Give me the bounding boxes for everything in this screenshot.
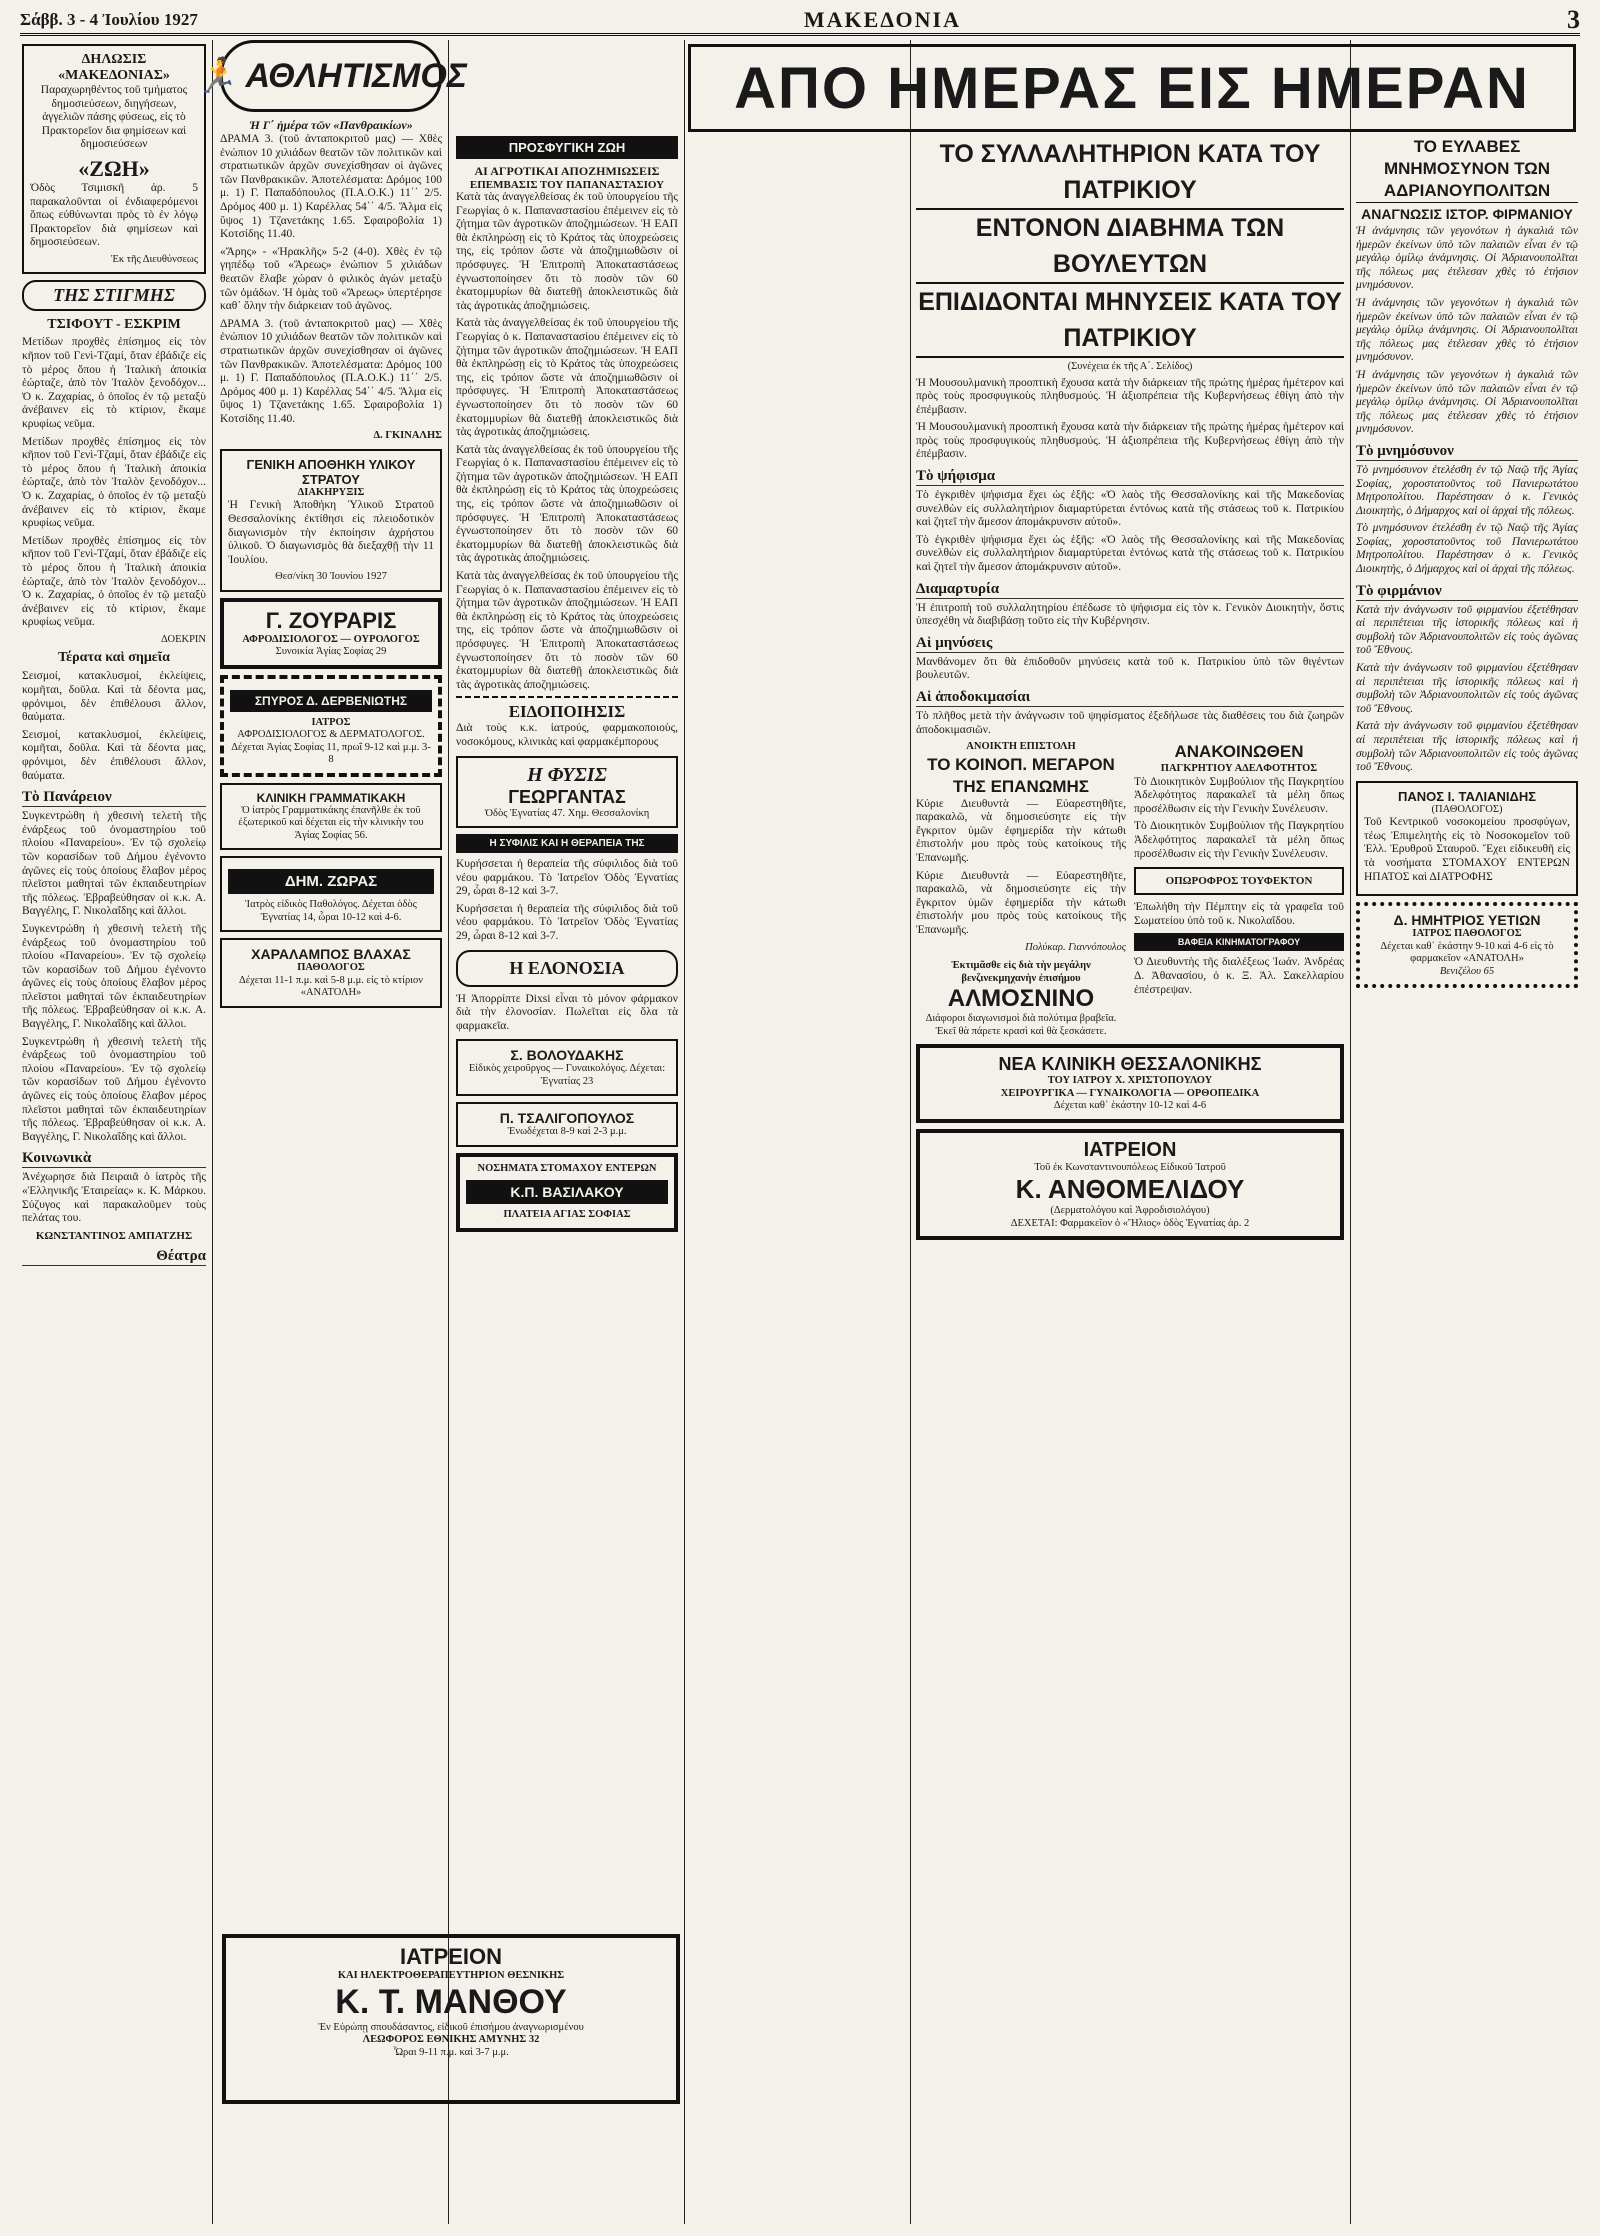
stigmis-text: Μετίδων προχθὲς ἐπίσημος εἰς τὸν κῆπον τοῦ Γενὶ-Τζαμί, ὅταν ἐβάδιζε εἰς τὸ μέρος ὅπου ἡ Ἰταλικὴ ἀποικία ἑώρταζε, ἀπὸ τὸν Ἰταλὸν ξενοδόχον... Ὁ κ. Ζαχαρίας, ὁ ὁποῖος ἐν τῷ μεταξὺ ἀνέβαινεν εἰς τὸ κτίριον, ἔκαμε κρυφίως νεῦμα.	[22, 336, 206, 430]
stigmis-text-cont: Μετίδων προχθὲς ἐπίσημος εἰς τὸν κῆπον τοῦ Γενὶ-Τζαμί, ὅταν ἐβάδιζε εἰς τὸ μέρος ὅπου ἡ Ἰταλικὴ ἀποικία ἑώρταζε, ἀπὸ τὸν Ἰταλὸν ξενοδόχον... Ὁ κ. Ζαχαρίας, ὁ ὁποῖος ἐν τῷ μεταξὺ ἀνέβαινεν εἰς τὸ κτίριον, ἔκαμε κρυφίως νεῦμα.	[22, 534, 206, 629]
runner-icon: 🏃	[195, 57, 238, 95]
divider	[456, 696, 678, 698]
headline-3: ΕΠΙΔΙΔΟΝΤΑΙ ΜΗΝΥΣΕΙΣ ΚΑΤΑ ΤΟΥ ΠΑΤΡΙΚΙΟΥ	[916, 284, 1344, 358]
column-3	[456, 40, 678, 2224]
mnimosyno-text-3c: Κατὰ τὴν ἀνάγνωσιν τοῦ φιρμανίου ἐξετέθησαν αἱ περιπέτειαι τῆς ἱστορικῆς πόλεως καὶ ἡ συμβολὴ τῶν Ἀδριανουπολιτῶν εἰς τοὺς ἀγῶνας τοῦ Ἔθνους.	[1356, 720, 1578, 774]
prosfygiki-sub-2: ΕΠΕΜΒΑΣΙΣ ΤΟΥ ΠΑΠΑΝΑΣΤΑΣΙΟΥ	[469, 179, 665, 191]
article-text-3: Ἡ ἐπιτροπὴ τοῦ συλλαλητηρίου ἐπέδωσε τὸ ψήφισμα εἰς τὸν κ. Γενικὸν Διοικητὴν, ὅστις ὑπεσχέθη νὰ διαβιβάσῃ τοῦτο εἰς τὴν Κυβέρνησιν.	[916, 601, 1344, 628]
ad-nea-kliniki-sub: ΤΟΥ ΙΑΤΡΟΥ Χ. ΧΡΙΣΤΟΠΟΥΛΟΥ	[1047, 1075, 1213, 1087]
athletics-text-more: ΔΡΑΜΑ 3. (τοῦ ἀνταποκριτοῦ μας) — Χθὲς ἐνώπιον 10 χιλιάδων θεατῶν τῶν πολιτικῶν καὶ στρατιωτικῶν ἀρχῶν συνεχίσθησαν οἱ ἀγῶνες τῶν Πανθρακικῶν. Ἀποτελέσματα: Δρόμος 100 μ. 1) Γ. Παπαδόπουλος (Π.Α.Ο.Κ.) 11΄΄ 2/5. Δρόμος 400 μ. 1) Καρέλλας 54΄΄ 4/5. Ἅλμα εἰς ὕψος 1) Τζανετάκης 1.65. Σφαιροβολία 1) Κοτσίδης 11.40.	[220, 317, 442, 425]
prosfygiki-sub: ΑΙ ΑΓΡΟΤΙΚΑΙ ΑΠΟΖΗΜΙΩΣΕΙΣ	[474, 164, 660, 178]
continuation-note: (Συνέχεια ἐκ τῆς Α΄. Σελίδος)	[1067, 361, 1193, 372]
ad-tsaligopoulos-text: Ἐνωδέχεται 8-9 καὶ 2-3 μ.μ.	[507, 1126, 627, 1138]
ad-manthou-hours: Ὧραι 9-11 π.μ. καὶ 3-7 μ.μ.	[393, 2046, 509, 2058]
stigmis-text-more: Μετίδων προχθὲς ἐπίσημος εἰς τὸν κῆπον τοῦ Γενὶ-Τζαμί, ὅταν ἐβάδιζε εἰς τὸ μέρος ὅπου ἡ Ἰταλικὴ ἀποικία ἑώρταζε, ἀπὸ τὸν Ἰταλὸν ξενοδόχον... Ὁ κ. Ζαχαρίας, ὁ ὁποῖος ἐν τῷ μεταξὺ ἀνέβαινεν εἰς τὸ κτίριον, ἔκαμε κρυφίως νεῦμα.	[22, 435, 206, 530]
ad-fysis	[456, 756, 678, 829]
ad-military-sub: ΔΙΑΚΗΡΥΞΙΣ	[297, 486, 365, 498]
ad-yetion	[1356, 902, 1578, 988]
ad-manthou-text: Ἐν Εὐρώπῃ σπουδάσαντος, εἰδικοῦ ἐπισήμου ἀναγνωρισμένου	[318, 2021, 584, 2033]
koinop-text: Κύριε Διευθυντὰ — Εὐαρεστηθῆτε, παρακαλῶ, νὰ δημοσιεύσητε εἰς τὴν ἔγκριτον ὑμῶν ἐφημερίδα τὴν κάτωθι ἐπιστολήν μου πρὸς τοὺς κατοίκους τῆς Ἐπανωμῆς.	[916, 797, 1126, 865]
prosfygiki-text: Κατὰ τὰς ἀναγγελθείσας ἐκ τοῦ ὑπουργείου τῆς Γεωργίας ὁ κ. Παπαναστασίου ἐπέμεινεν εἰς τὸ ζήτημα τῶν ἀγροτικῶν ἀποζημιώσεων. Ἡ ΕΑΠ θὰ ἐκπληρώσῃ εἰς τὸ Κράτος τὰς ὑποχρεώσεις της, εἰς τρόπον ὥστε νὰ ἀποζημιωθῶσιν οἱ πρόσφυγες. Ἡ Ἐπιτροπὴ Ἀποκαταστάσεως ἐγνωστοποίησεν ὅτι τὸ ποσὸν τῶν 60 ἑκατομμυρίων θὰ διατεθῇ ἀποκλειστικῶς διὰ τὰς ἀγροτικὰς ἀποζημιώσεις.	[456, 191, 678, 312]
mnimosyno-sub: ΑΝΑΓΝΩΣΙΣ ΙΣΤΟΡ. ΦΙΡΜΑΝΙΟΥ	[1361, 206, 1573, 222]
lower-left	[916, 741, 1126, 1038]
ad-zouraris-address: Συνοικία Ἁγίας Σοφίας 29	[275, 646, 387, 658]
mnimosyno-sec-title: Τὸ μνημόσυνον	[1356, 443, 1578, 461]
ad-voloudakis-text: Εἰδικὸς χειροῦργος — Γυναικολόγος. Δέχεται: Ἐγνατίας 23	[468, 1063, 666, 1087]
ad-military-title: ΓΕΝΙΚΗ ΑΠΟΘΗΚΗ ΥΛΙΚΟΥ ΣΤΡΑΤΟΥ	[246, 456, 416, 487]
opiso-box	[1134, 867, 1344, 895]
ad-anthomelidou-text: (Δερματολόγου καὶ Ἀφροδισιολόγου)	[1050, 1205, 1210, 1217]
lower-split	[916, 741, 1344, 1038]
ad-vlachas-title: ΧΑΡΑΛΑΜΠΟΣ ΒΛΑΧΑΣ	[251, 946, 411, 963]
ad-dervenis-sub: ΙΑΤΡΟΣ	[311, 716, 351, 728]
psifisma-title: Τὸ ψήφισμα	[916, 468, 1344, 486]
panaireion-text-more: Συγκεντρώθη ἡ χθεσινὴ τελετὴ τῆς ἐνάρξεως τοῦ ὀνομαστηρίου τοῦ πλοίου «Παναρείου». Ἐν τῷ σχολείῳ τῶν κορασίδων τοῦ Δήμου ἐγένοντο ἀγῶνες εἰς τοὺς ὁποίους ἔλαβον μέρος πλεῖστοι μαθηταὶ τῶν ἐκπαιδευτηρίων τῆς πόλεως. Ἐβραβεύθησαν οἱ κ.κ. Α. Βαγγέλης, Γ. Νικολαΐδης καὶ ἄλλοι.	[22, 922, 206, 1031]
athletics-header	[195, 40, 467, 112]
ad-anthomelidou-name: Κ. ΑΝΘΟΜΕΛΙΔΟΥ	[1015, 1174, 1245, 1205]
stigmis-header	[22, 280, 206, 311]
ad-vlachas-text: Δέχεται 11-1 π.μ. καὶ 5-8 μ.μ. εἰς τὸ κτίριον «ΑΝΑΤΟΛΗ»	[238, 974, 424, 999]
ad-dervenis-text: ΑΦΡΟΔΙΣΙΟΛΟΓΟΣ & ΔΕΡΜΑΤΟΛΟΓΟΣ. Δέχεται Ἁγίας Σοφίας 11, πρωΐ 9-12 καὶ μ.μ. 3-8	[231, 729, 431, 766]
ad-military	[220, 449, 442, 592]
ad-military-text: Ἡ Γενικὴ Ἀποθήκη Ὑλικοῦ Στρατοῦ Θεσσαλονίκης ἐκτίθησι εἰς πλειοδοτικὸν διαγωνισμὸν τὴν ἐκποίησιν ἀχρήστου ὑλικοῦ. Ὁ διαγωνισμὸς θὰ διεξαχθῇ τὴν 11 Ἰουλίου.	[228, 499, 434, 566]
theatra-title: Θέατρα	[22, 1248, 206, 1266]
article-text-2b: Τὸ ἐγκριθὲν ψήφισμα ἔχει ὡς ἑξῆς: «Ὁ λαὸς τῆς Θεσσαλονίκης καὶ τῆς Μακεδονίας συνελθὼν εἰς συλλαλητήριον διαμαρτύρεται ἐντόνως κατὰ τῆς στάσεως τοῦ κ. Πατρικίου καὶ ζητεῖ τὴν ἄμεσον ἀπομάκρυνσιν αὐτοῦ».	[916, 533, 1344, 574]
prosfygiki-text-cont: Κατὰ τὰς ἀναγγελθείσας ἐκ τοῦ ὑπουργείου τῆς Γεωργίας ὁ κ. Παπαναστασίου ἐπέμεινεν εἰς τὸ ζήτημα τῶν ἀγροτικῶν ἀποζημιώσεων. Ἡ ΕΑΠ θὰ ἐκπληρώσῃ εἰς τὸ Κράτος τὰς ὑποχρεώσεις της, εἰς τρόπον ὥστε νὰ ἀποζημιωθῶσιν οἱ πρόσφυγες. Ἡ Ἐπιτροπὴ Ἀποκαταστάσεως ἐγνωστοποίησεν ὅτι τὸ ποσὸν τῶν 60 ἑκατομμυρίων θὰ διατεθῇ ἀποκλειστικῶς διὰ τὰς ἀγροτικὰς ἀποζημιώσεις.	[456, 443, 678, 565]
banner-title: ΑΠΟ ΗΜΕΡΑΣ ΕΙΣ ΗΜΕΡΑΝ	[734, 55, 1530, 121]
ad-talianidis-text: Τοῦ Κεντρικοῦ νοσοκομείου προσφύγων, τέως Ἐπιμελητὴς εἰς τὸ Νοσοκομεῖον τοῦ Ἐλλ. Ἐρυθροῦ Σταυροῦ. Ἔχει εἰδικευθῆ εἰς τὰ νοσήματα ΣΤΟΜΑΧΟΥ ΕΝΤΕΡΩΝ ΗΠΑΤΟΣ καὶ ΔΙΑΤΡΟΦΗΣ	[1364, 816, 1570, 883]
ad-yetion-address: Βενιζέλου 65	[1439, 965, 1495, 977]
prosfygiki-text-more: Κατὰ τὰς ἀναγγελθείσας ἐκ τοῦ ὑπουργείου τῆς Γεωργίας ὁ κ. Παπαναστασίου ἐπέμεινεν εἰς τὸ ζήτημα τῶν ἀγροτικῶν ἀποζημιώσεων. Ἡ ΕΑΠ θὰ ἐκπληρώσῃ εἰς τὸ Κράτος τὰς ὑποχρεώσεις της, εἰς τρόπον ὥστε νὰ ἀποζημιωθῶσιν οἱ πρόσφυγες. Ἡ Ἐπιτροπὴ Ἀποκαταστάσεως ἐγνωστοποίησεν ὅτι τὸ ποσὸν τῶν 60 ἑκατομμυρίων θὰ διατεθῇ ἀποκλειστικῶς διὰ τὰς ἀγροτικὰς ἀποζημιώσεις.	[456, 317, 678, 439]
koinoniki-text: Ἀνέχωρησε διὰ Πειραιᾶ ὁ ἰατρὸς τῆς «Ἑλληνικῆς Ἐταιρείας» κ. Κ. Μάρκου. Σύζυγος καὶ παρακαλοῦμεν τοὺς πελάτας του.	[22, 1171, 206, 1225]
column-5	[1356, 136, 1578, 2224]
ad-vlachas	[220, 938, 442, 1008]
ad-talianidis	[1356, 781, 1578, 896]
ad-vlachas-sub: ΠΑΘΟΛΟΓΟΣ	[297, 962, 365, 974]
koinop-title: ΤΟ ΚΟΙΝΟΠ. ΜΕΓΑΡΟΝ ΤΗΣ ΕΠΑΝΩΜΗΣ	[927, 754, 1115, 796]
ad-anthomelidou-sub: Τοῦ ἐκ Κωνσταντινουπόλεως Εἰδικοῦ Ἰατροῦ	[1034, 1161, 1226, 1173]
ad-anthomelidou-title: ΙΑΤΡΕΙΟΝ	[1083, 1138, 1177, 1161]
ad-manthou-address: ΛΕΩΦΟΡΟΣ ΕΘΝΙΚΗΣ ΑΜΥΝΗΣ 32	[362, 2034, 540, 2045]
ad-talianidis-sub: (ΠΑΘΟΛΟΓΟΣ)	[1431, 803, 1503, 815]
ad-zouraris-sub: ΑΦΡΟΔΙΣΙΟΛΟΓΟΣ — ΟΥΡΟΛΟΓΟΣ	[242, 633, 420, 645]
ad-tsaligopoulos	[456, 1102, 678, 1147]
ad-elonosia	[456, 950, 678, 987]
notice-box	[22, 44, 206, 274]
section-banner	[688, 44, 1576, 132]
masthead-date: Σάββ. 3 - 4 Ἰουλίου 1927	[20, 9, 198, 29]
opiso-title: ΟΠΩΡΟΦΡΟΣ ΤΟΥΦΕΚΤΟΝ	[1165, 875, 1313, 888]
mnimosyno-text-2b: Τὸ μνημόσυνον ἐτελέσθη ἐν τῷ Ναῷ τῆς Ἁγίας Σοφίας, χοροστατοῦντος τοῦ Πανιερωτάτου Μητροπολίτου. Παρέστησαν ὁ κ. Γενικὸς Διοικητὴς, ὁ Δήμαρχος καὶ οἱ ἀρχαὶ τῆς πόλεως.	[1356, 522, 1578, 576]
ad-nea-kliniki-hours: Δέχεται καθ᾽ ἑκάστην 10-12 καὶ 4-6	[1053, 1100, 1207, 1112]
ad-elonosia-text: Ἡ Ἀπορρίπτε Dixsi εἶναι τὸ μόνον φάρμακον διὰ τὴν ἐλονοσίαν. Πωλεῖται εἰς ὅλα τὰ φαρμακεῖα.	[456, 992, 678, 1032]
athletics-headline: Ἡ Γ΄ ἡμέρα τῶν «Πανθραικίων»	[249, 118, 413, 132]
article-text-5: Τὸ πλῆθος μετὰ τὴν ἀνάγνωσιν τοῦ ψηφίσματος ἐξεδήλωσε τὰς διαθέσεις του διὰ ζωηρῶν ἀποδοκιμασιῶν.	[916, 710, 1344, 736]
ad-zoras-text: Ἰατρὸς εἰδικὸς Παθολόγος. Δέχεται ὁδὸς Ἐγνατίας 14, ὧραι 10-12 καὶ 4-6.	[245, 899, 417, 923]
panaireion-text-cont: Συγκεντρώθη ἡ χθεσινὴ τελετὴ τῆς ἐνάρξεως τοῦ ὀνομαστηρίου τοῦ πλοίου «Παναρείου». Ἐν τῷ σχολείῳ τῶν κορασίδων τοῦ Δήμου ἐγένοντο ἀγῶνες εἰς τοὺς ὁποίους ἔλαβον μέρος πλεῖστοι μαθηταὶ τῶν ἐκπαιδευτηρίων τῆς πόλεως. Ἐβραβεύθησαν οἱ κ.κ. Α. Βαγγέλης, Γ. Νικολαΐδης καὶ ἄλλοι.	[22, 1035, 206, 1143]
mnimosyno-text-2: Τὸ μνημόσυνον ἐτελέσθη ἐν τῷ Ναῷ τῆς Ἁγίας Σοφίας, χοροστατοῦντος τοῦ Πανιερωτάτου Μητροπολίτου. Παρέστησαν ὁ κ. Γενικὸς Διοικητὴς, ὁ Δήμαρχος καὶ οἱ ἀρχαὶ τῆς πόλεως.	[1356, 463, 1578, 517]
stigmis-subtitle: ΤΣΙΦΟΥΤ - ΕΣΚΡΙΜ	[47, 317, 181, 333]
almosnino-title: ΑΛΜΟΣΝΙΝΟ	[947, 985, 1095, 1013]
firmanio-title: Τὸ φιρμάνιον	[1356, 583, 1578, 601]
ad-nea-kliniki-text: ΧΕΙΡΟΥΡΓΙΚΑ — ΓΥΝΑΙΚΟΛΟΓΙΑ — ΟΡΘΟΠΕΔΙΚΑ	[1000, 1087, 1260, 1099]
ad-anthomelidou-address: ΔΕΧΕΤΑΙ: Φαρμακεῖον ὁ «Ἥλιος» ὁδὸς Ἐγνατίας ἀρ. 2	[1010, 1217, 1250, 1229]
ad-yetion-sub: ΙΑΤΡΟΣ ΠΑΘΟΛΟΓΟΣ	[1412, 928, 1522, 940]
masthead	[20, 6, 1580, 36]
almosnino-text: Διάφοροι διαγωνισμοὶ διὰ πολύτιμα βραβεῖα. Ἐκεῖ θὰ πάρετε κρασὶ καὶ θὰ ξεσκάσετε.	[925, 1013, 1117, 1037]
panaireion-title: Τὸ Πανάρειον	[22, 789, 206, 807]
mnimosyno-text-3: Κατὰ τὴν ἀνάγνωσιν τοῦ φιρμανίου ἐξετέθησαν αἱ περιπέτειαι τῆς ἱστορικῆς πόλεως καὶ ἡ συμβολὴ τῶν Ἀδριανουπολιτῶν εἰς τοὺς ἀγῶνας τοῦ Ἔθνους.	[1356, 603, 1578, 657]
anakoinothen-sub: ΠΑΓΚΡΗΤΙΟΥ ΑΔΕΛΦΟΤΗΤΟΣ	[1160, 763, 1318, 775]
ad-nea-kliniki	[916, 1044, 1344, 1123]
ad-military-date: Θεσ/νίκη 30 Ἰουνίου 1927	[275, 571, 387, 583]
article-text-1: Ἡ Μουσουλμανικὴ προοπτικὴ ἔχουσα κατὰ τὴν διάρκειαν τῆς πρώτης ἡμέρας ἡμέτερον καὶ πρὸς τοὺς προσφυγικοὺς πληθυσμούς. Ἡ ἀξιοπρέπεια τῆς Κυβερνήσεως ἐθίγη ἀπὸ τὴν ἐπέμβασιν.	[916, 376, 1344, 416]
athletics-signature: Δ. ΓΚΙΝΑΛΗΣ	[373, 430, 442, 442]
athletics-text: ΔΡΑΜΑ 3. (τοῦ ἀνταποκριτοῦ μας) — Χθὲς ἐνώπιον 10 χιλιάδων θεατῶν τῶν πολιτικῶν καὶ στρατιωτικῶν ἀρχῶν συνεχίσθησαν οἱ ἀγῶνες τῶν Πανθρακικῶν. Ἀποτελέσματα: Δρόμος 100 μ. 1) Γ. Παπαδόπουλος (Π.Α.Ο.Κ.) 11΄΄ 2/5. Δρόμος 400 μ. 1) Καρέλλας 54΄΄ 4/5. Ἅλμα εἰς ὕψος 1) Τζανετάκης 1.65. Σφαιροβολία 1) Κοτσίδης 11.40.	[220, 133, 442, 241]
eidopoiisis-text: Διὰ τοὺς κ.κ. ἰατρούς, φαρμακοποιοὺς, νοσοκόμους, κλινικὰς καὶ φαρμακέμπορους	[456, 722, 678, 748]
ad-talianidis-title: ΠΑΝΟΣ Ι. ΤΑΛΙΑΝΙΔΗΣ	[1397, 788, 1537, 804]
mnimosyno-text-1b: Ἡ ἀνάμνησις τῶν γεγονότων ἡ ἀγκαλιά τῶν ἡμερῶν ἐκείνων ὑπὸ τῶν παλαιῶν εἶναι ἐν τῷ μεγάλῳ ὁμίλῳ ἀνάμνησις. Οἱ Ἀδριανουπολῖται τῆς πόλεως μας ἐτέλεσαν χθὲς τὸ ἐτήσιον μνημόσυνον.	[1356, 296, 1578, 364]
syfilis-text-more: Κυρήσσεται ἡ θεραπεία τῆς σύφιλιδος διὰ τοῦ νέου φαρμάκου. Τὸ Ἰατρεῖον Ὁδὸς Ἐγνατίας 29, ὧραι 8-12 καὶ 3-7.	[456, 902, 678, 943]
minyseis-title: Αἱ μηνύσεις	[916, 635, 1344, 653]
ad-tsaligopoulos-title: Π. ΤΣΑΛΙΓΟΠΟΥΛΟΣ	[499, 1110, 635, 1127]
klin-title: ΒΑΦΕΙΑ ΚΙΝΗΜΑΤΟΓΡΑΦΟΥ	[1134, 933, 1344, 951]
ad-vasilakou-name: Κ.Π. ΒΑΣΙΛΑΚΟΥ	[466, 1180, 668, 1204]
mnimosyno-text-1: Ἡ ἀνάμνησις τῶν γεγονότων ἡ ἀγκαλιά τῶν ἡμερῶν ἐκείνων ὑπὸ τῶν παλαιῶν εἶναι ἐν τῷ μεγάλῳ ὁμίλῳ ἀνάμνησις. Οἱ Ἀδριανουπολῖται τῆς πόλεως μας ἐτέλεσαν χθὲς τὸ ἐτήσιον μνημόσυνον.	[1356, 225, 1578, 292]
terata-text: Σεισμοί, κατακλυσμοί, ἐκλείψεις, κομῆται, δοῦλα. Καὶ τὰ δέοντα μας, φρόνιμοι, δὲν ἐπιθέλουσι ἄλλον, θαύματα.	[22, 670, 206, 724]
lower-right	[1134, 741, 1344, 1038]
ad-anthomelidou	[916, 1129, 1344, 1241]
eidopoiisis-title: ΕΙΔΟΠΟΙΗΣΙΣ	[508, 702, 626, 722]
ad-dervenis	[220, 675, 442, 777]
terata-text-more: Σεισμοί, κατακλυσμοί, ἐκλείψεις, κομῆται, δοῦλα. Καὶ τὰ δέοντα μας, φρόνιμοι, δὲν ἐπιθέλουσι ἄλλον, θαύματα.	[22, 728, 206, 782]
column-1	[22, 40, 206, 2224]
notice-text: Παραχωρηθέντος τοῦ τμήματος δημοσιεύσεων, διηγήσεων, ἀγγελιῶν πάσης φύσεως, εἰς τὸ Πρακτορεῖον δια φημίσεων καὶ δημοσιεύσεων	[40, 84, 188, 151]
athletics-text-right: «Ἄρης» - «Ἠρακλῆς» 5-2 (4-0). Χθὲς ἐν τῷ γηπέδῳ τοῦ «Ἄρεως» ἐνώπιον 5 χιλιάδων θεατῶν ἔλαβε χώραν ὁ φιλικὸς ἀγὼν μεταξὺ τῶν ὁμάδων. Ἡ ὁμὰς τοῦ «Ἄρεως» ὑπερτέρησε καθ᾽ ὅλην τὴν διάρκειαν τοῦ ἀγῶνος.	[220, 245, 442, 313]
article-text-4: Μανθάνομεν ὅτι θὰ ἐπιδοθοῦν μηνύσεις κατὰ τοῦ κ. Πατρικίου ὑπὸ τῶν θιγέντων βουλευτῶν.	[916, 655, 1344, 682]
prosfygiki-text-end: Κατὰ τὰς ἀναγγελθείσας ἐκ τοῦ ὑπουργείου τῆς Γεωργίας ὁ κ. Παπαναστασίου ἐπέμεινεν εἰς τὸ ζήτημα τῶν ἀγροτικῶν ἀποζημιώσεων. Ἡ ΕΑΠ θὰ ἐκπληρώσῃ εἰς τὸ Κράτος τὰς ὑποχρεώσεις της, εἰς τρόπον ὥστε νὰ ἀποζημιωθῶσιν οἱ πρόσφυγες. Ἡ Ἐπιτροπὴ Ἀποκαταστάσεως ἐγνωστοποίησεν ὅτι τὸ ποσὸν τῶν 60 ἑκατομμυρίων θὰ διατεθῇ ἀποκλειστικῶς διὰ τὰς ἀγροτικὰς ἀποζημιώσεις.	[456, 570, 678, 691]
article-text-2: Τὸ ἐγκριθὲν ψήφισμα ἔχει ὡς ἑξῆς: «Ὁ λαὸς τῆς Θεσσαλονίκης καὶ τῆς Μακεδονίας συνελθὼν εἰς συλλαλητήριον διαμαρτύρεται ἐντόνως κατὰ τῆς στάσεως τοῦ κ. Πατρικίου καὶ ζητεῖ τὴν ἄμεσον ἀπομάκρυνσιν αὐτοῦ».	[916, 489, 1344, 529]
ad-zouraris-title: Γ. ΖΟΥΡΑΡΙΣ	[265, 607, 397, 633]
mnimosyno-text-3b: Κατὰ τὴν ἀνάγνωσιν τοῦ φιρμανίου ἐξετέθησαν αἱ περιπέτειαι τῆς ἱστορικῆς πόλεως καὶ ἡ συμβολὴ τῶν Ἀδριανουπολιτῶν εἰς τοὺς ἀγῶνας τοῦ Ἔθνους.	[1356, 662, 1578, 715]
ad-grammatikaki-text: Ὁ ἰατρὸς Γραμματικάκης ἐπανῆλθε ἐκ τοῦ ἐξωτερικοῦ καὶ δέχεται εἰς τὴν κλινικὴν του Ἁγίας Σοφίας 56.	[238, 804, 424, 841]
anakoinothen-title: ΑΝΑΚΟΙΝΩΘΕΝ	[1174, 742, 1304, 762]
headline-2: ΕΝΤΟΝΟΝ ΔΙΑΒΗΜΑ ΤΩΝ ΒΟΥΛΕΥΤΩΝ	[916, 210, 1344, 284]
syfilis-text: Κυρήσσεται ἡ θεραπεία τῆς σύφιλιδος διὰ τοῦ νέου φαρμάκου. Τὸ Ἰατρεῖον Ὁδὸς Ἐγνατίας 29, ὧραι 8-12 καὶ 3-7.	[456, 858, 678, 898]
ad-grammatikaki	[220, 783, 442, 851]
column-4	[916, 136, 1344, 2224]
ad-fysis-text: Ὁδὸς Ἐγνατίας 47. Χημ. Θεσσαλονίκη	[484, 807, 650, 819]
ad-voloudakis	[456, 1039, 678, 1096]
ad-nea-kliniki-title: ΝΕΑ ΚΛΙΝΙΚΗ ΘΕΣΣΑΛΟΝΙΚΗΣ	[998, 1054, 1262, 1075]
ad-manthou-name: Κ. Τ. ΜΑΝΘΟΥ	[335, 1982, 567, 2021]
masthead-paper: ΜΑΚΕΔΟΝΙΑ	[803, 6, 961, 32]
koinop-text-more: Κύριε Διευθυντὰ — Εὐαρεστηθῆτε, παρακαλῶ, νὰ δημοσιεύσητε εἰς τὴν ἔγκριτον ὑμῶν ἐφημερίδα τὴν κάτωθι ἐπιστολήν μου πρὸς τοὺς κατοίκους τῆς Ἐπανωμῆς.	[916, 869, 1126, 937]
ad-vasilakou-address: ΠΛΑΤΕΙΑ ΑΓΙΑΣ ΣΟΦΙΑΣ	[503, 1209, 631, 1221]
ad-manthou-sub: ΚΑΙ ΗΛΕΚΤΡΟΘΕΡΑΠΕΥΤΗΡΙΟΝ ΘΕΣΝΙΚΗΣ	[337, 1970, 565, 1981]
syfilis-title: Η ΣΥΦΙΛΙΣ ΚΑΙ Η ΘΕΡΑΠΕΙΑ ΤΗΣ	[456, 834, 678, 853]
masthead-page: 3	[1566, 4, 1580, 34]
anakoinothen-text: Τὸ Διοικητικὸν Συμβούλιον τῆς Παγκρητίου Ἀδελφότητος παρακαλεῖ τὰ μέλη ὅπως προσέλθωσιν εἰς τὴν Γενικὴν Συνέλευσιν.	[1134, 775, 1344, 815]
stigmis-signature: ΔΟΕΚΡΙΝ	[160, 633, 206, 645]
mnimosyno-text-1c: Ἡ ἀνάμνησις τῶν γεγονότων ἡ ἀγκαλιά τῶν ἡμερῶν ἐκείνων ὑπὸ τῶν παλαιῶν εἶναι ἐν τῷ μεγάλῳ ὁμίλῳ ἀνάμνησις. Οἱ Ἀδριανουπολῖται τῆς πόλεως μας ἐτέλεσαν χθὲς τὸ ἐτήσιον μνημόσυνον.	[1356, 368, 1578, 436]
notice-title: ΔΗΛΩΣΙΣ «ΜΑΚΕΔΟΝΙΑΣ»	[58, 52, 170, 83]
koinoniki-title: Κοινωνικὰ	[22, 1150, 206, 1168]
ad-vasilakou-title: ΝΟΣΗΜΑΤΑ ΣΤΟΜΑΧΟΥ ΕΝΤΕΡΩΝ	[477, 1162, 657, 1174]
terata-title: Τέρατα καὶ σημεῖα	[58, 650, 170, 666]
mnimosyno-headline: ΤΟ ΕΥΛΑΒΕΣ ΜΝΗΜΟΣΥΝΟΝ ΤΩΝ ΑΔΡΙΑΝΟΥΠΟΛΙΤΩΝ	[1356, 136, 1578, 203]
ad-dervenis-title: ΣΠΥΡΟΣ Δ. ΔΕΡΒΕΝΙΩΤΗΣ	[230, 690, 432, 712]
ad-voloudakis-title: Σ. ΒΟΛΟΥΔΑΚΗΣ	[510, 1047, 624, 1064]
koinoniki-signature: ΚΩΝΣΤΑΝΤΙΝΟΣ ΑΜΠΑΤΖΗΣ	[35, 1229, 193, 1242]
article-text-1b: Ἡ Μουσουλμανικὴ προοπτικὴ ἔχουσα κατὰ τὴν διάρκειαν τῆς πρώτης ἡμέρας ἡμέτερον καὶ πρὸς τοὺς προσφυγικοὺς πληθυσμούς. Ἡ ἀξιοπρέπεια τῆς Κυβερνήσεως ἐθίγη ἀπὸ τὴν ἐπέμβασιν.	[916, 421, 1344, 461]
ad-manthou-title: ΙΑΤΡΕΙΟΝ	[399, 1944, 503, 1969]
ad-fysis-title: Η ΦΥΣΙΣ	[527, 763, 607, 786]
ad-fysis-name: ΓΕΩΡΓΑΝΤΑΣ	[508, 786, 626, 807]
ad-zoras-title: ΔΗΜ. ΖΩΡΑΣ	[228, 869, 434, 894]
ad-zoras	[220, 856, 442, 932]
ad-vasilakou	[456, 1153, 678, 1232]
stigmis-title: ΤΗΣ ΣΤΙΓΜΗΣ	[53, 285, 175, 306]
ad-zouraris	[220, 598, 442, 669]
notice-name: «ΖΩΗ»	[78, 155, 150, 181]
ad-grammatikaki-title: ΚΛΙΝΙΚΗ ΓΡΑΜΜΑΤΙΚΑΚΗ	[256, 790, 406, 805]
notice-text-2: Ὁδὸς Τσιμισκῆ ἀρ. 5 παρακαλοῦνται οἱ ἐνδιαφερόμενοι ὅπως εὐθύνωνται πρὸς τὸ ἐν λόγῳ Πρακτορεῖον διὰ φημίσεων καὶ δημοσιεύσεων.	[30, 181, 198, 249]
opiso-text: Ἐπωλήθη τὴν Πέμπτην εἰς τὰ γραφεῖα τοῦ Σωματείου ὑπὸ τοῦ κ. Νικολαΐδου.	[1134, 901, 1344, 927]
open-letter-label: ΑΝΟΙΚΤΗ ΕΠΙΣΤΟΛΗ	[966, 741, 1076, 753]
almosnino-top: Ἐκτιμᾶσθε εἰς διὰ τὴν μεγάλην βενζινεκμηχανὴν ἐπισήμου	[951, 960, 1091, 984]
ad-elonosia-title: Η ΕΛΟΝΟΣΙΑ	[509, 957, 625, 978]
apodokimasies-title: Αἱ ἀποδοκιμασίαι	[916, 689, 1344, 707]
prosfygiki-title: ΠΡΟΣΦΥΓΙΚΗ ΖΩΗ	[456, 136, 678, 159]
panaireion-text: Συγκεντρώθη ἡ χθεσινὴ τελετὴ τῆς ἐνάρξεως τοῦ ὀνομαστηρίου τοῦ πλοίου «Παναρείου». Ἐν τῷ σχολείῳ τῶν κορασίδων τοῦ Δήμου ἐγένοντο ἀγῶνες εἰς τοὺς ὁποίους ἔλαβον μέρος πλεῖστοι μαθηταὶ τῶν ἐκπαιδευτηρίων τῆς πόλεως. Ἐβραβεύθησαν οἱ κ.κ. Α. Βαγγέλης, Γ. Νικολαΐδης καὶ ἄλλοι.	[22, 810, 206, 918]
athletics-title: ΑΘΛΗΤΙΣΜΟΣ	[245, 56, 467, 95]
diamartyria-title: Διαμαρτυρία	[916, 581, 1344, 599]
klin-text: Ὁ Διευθυντὴς τῆς διαλέξεως Ἰωάν. Ἀνδρέας Δ. Ἀθανασίου, ὁ κ. Ξ. Ἀλ. Σακελλαρίου ἐπέστρεψαν.	[1134, 956, 1344, 996]
ad-yetion-title: Δ. ΗΜΗΤΡΙΟΣ ΥΕΤΙΩΝ	[1393, 912, 1541, 929]
ad-yetion-text: Δέχεται καθ᾽ ἑκάστην 9-10 καὶ 4-6 εἰς τὸ φαρμακεῖον «ΑΝΑΤΟΛΗ»	[1380, 940, 1554, 965]
koinop-signature: Πολύκαρ. Γιαννόπουλος	[1025, 941, 1126, 953]
headline-1: ΤΟ ΣΥΛΛΑΛΗΤΗΡΙΟΝ ΚΑΤΑ ΤΟΥ ΠΑΤΡΙΚΙΟΥ	[916, 136, 1344, 210]
anakoinothen-text-more: Τὸ Διοικητικὸν Συμβούλιον τῆς Παγκρητίου Ἀδελφότητος παρακαλεῖ τὰ μέλη ὅπως προσέλθωσιν εἰς τὴν Γενικὴν Συνέλευσιν.	[1134, 820, 1344, 860]
notice-signature: Ἐκ τῆς Διευθύνσεως	[111, 253, 198, 265]
